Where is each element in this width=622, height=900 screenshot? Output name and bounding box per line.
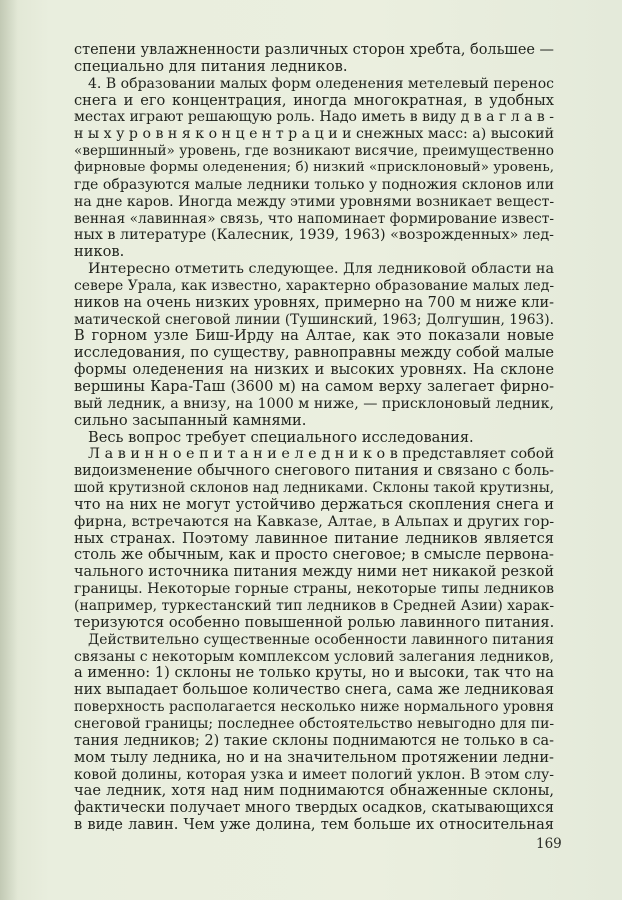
text-line: поверхность располагается несколько ниже нормального уровня (74, 699, 554, 716)
text-line: шой крутизной склонов над ледниками. Склоны такой крутизны, (74, 480, 555, 496)
page-number: 169 (536, 836, 562, 852)
text-line: ников. (74, 243, 125, 261)
text-line: венная «лавинная» связь, что напоминает формирование извест- (74, 210, 554, 227)
page-edge-shadow (0, 0, 18, 900)
text-line: вершины Кара-Таш (3600 м) на самом верху залегает фирно- (74, 378, 554, 395)
text-line: них выпадает большое количество снега, сама же ледниковая (74, 682, 554, 699)
text-line: границы. Некоторые горные страны, некоторые типы ледников (74, 581, 554, 598)
text-line: ных в литературе (Калесник, 1939, 1963) «возрожденных» лед- (74, 227, 554, 244)
text-line: что на них не могут устойчиво держаться скопления снега и (74, 495, 554, 513)
text-line: фирновые формы оледенения; б) низкий «присклоновый» уровень, (74, 159, 554, 175)
text-line: (например, туркестанский тип ледников в Средней Азии) харак- (74, 598, 555, 614)
text-line: ников на очень низких уровнях, примерно на 700 м ниже кли- (74, 294, 555, 311)
text-line: снеговой границы; последнее обстоятельство невыгодно для пи- (74, 715, 555, 732)
text-line: специально для питания ледников. (74, 57, 348, 75)
text-line: чае ледник, хотя над ним поднимаются обнаженные склоны, (74, 782, 554, 800)
text-line: н ы х у р о в н я к о н ц е н т р а ц и и снежных масс: а) высокий (74, 126, 554, 143)
text-line: ных странах. Поэтому лавинное питание ледников является (74, 529, 554, 547)
text-line: сильно засыпанный камнями. (74, 411, 307, 429)
text-line: «вершинный» уровень, где возникают висячие, преимущественно (74, 143, 554, 160)
text-line: столь же обычным, как и просто снеговое; в смысле первона- (74, 546, 554, 564)
text-line: степени увлажненности различных сторон хребта, большее — (74, 42, 554, 58)
text-line: формы оледенения на низких и высоких уровнях. На склоне (74, 361, 554, 379)
text-line: ковой долины, которая узка и имеет пологий уклон. В этом слу- (74, 766, 555, 783)
text-line: чального источника питания между ними нет никакой резкой (74, 564, 554, 581)
text-line: Весь вопрос требует специального исследования. (88, 428, 474, 446)
text-line: матической снеговой линии (Тушинский, 1963; Долгушин, 1963). (74, 311, 554, 328)
text-line: тания ледников; 2) такие склоны поднимаются не только в са- (74, 732, 554, 749)
text-line: 4. В образовании малых форм оледенения метелевый перенос (88, 75, 555, 92)
text-line: Л а в и н н о е п и т а н и е л е д н и к о в представляет собой (88, 446, 555, 463)
text-line: на дне каров. Иногда между этими уровнями возникает вещест- (74, 193, 555, 210)
text-line: В горном узле Биш-Ирду на Алтае, как это показали новые (74, 327, 554, 345)
text-line: связаны с некоторым комплексом условий залегания ледников, (74, 648, 554, 665)
text-line: мом тылу ледника, но и на значительном протяжении ледни- (74, 748, 554, 766)
text-line: Действительно существенные особенности лавинного питания (88, 631, 554, 648)
text-line: видоизменение обычного снегового питания и связано с боль- (74, 463, 555, 480)
text-line: вый ледник, а внизу, на 1000 м ниже, — присклоновый ледник, (74, 395, 554, 412)
text-line: где образуются малые ледники только у подножия склонов или (74, 176, 554, 193)
text-line: севере Урала, как известно, характерно образование малых лед- (74, 277, 555, 294)
text-line: местах играют решающую роль. Надо иметь в виду д в а г л а в - (74, 109, 554, 126)
text-line: а именно: 1) склоны не только круты, но и высоки, так что на (74, 664, 554, 682)
text-line: в виде лавин. Чем уже долина, тем больше их относительная (74, 816, 554, 833)
text-line: фактически получает много твердых осадков, скатывающихся (74, 800, 554, 817)
text-line: снега и его концентрация, иногда многократная, в удобных (74, 91, 554, 109)
text-line: теризуются особенно повышенной ролью лавинного питания. (74, 613, 555, 631)
text-line: фирна, встречаются на Кавказе, Алтае, в Альпах и других гор- (74, 513, 555, 530)
text-line: исследования, по существу, равноправны между собой малые (74, 345, 554, 362)
text-line: Интересно отметить следующее. Для ледниковой области на (88, 261, 554, 277)
